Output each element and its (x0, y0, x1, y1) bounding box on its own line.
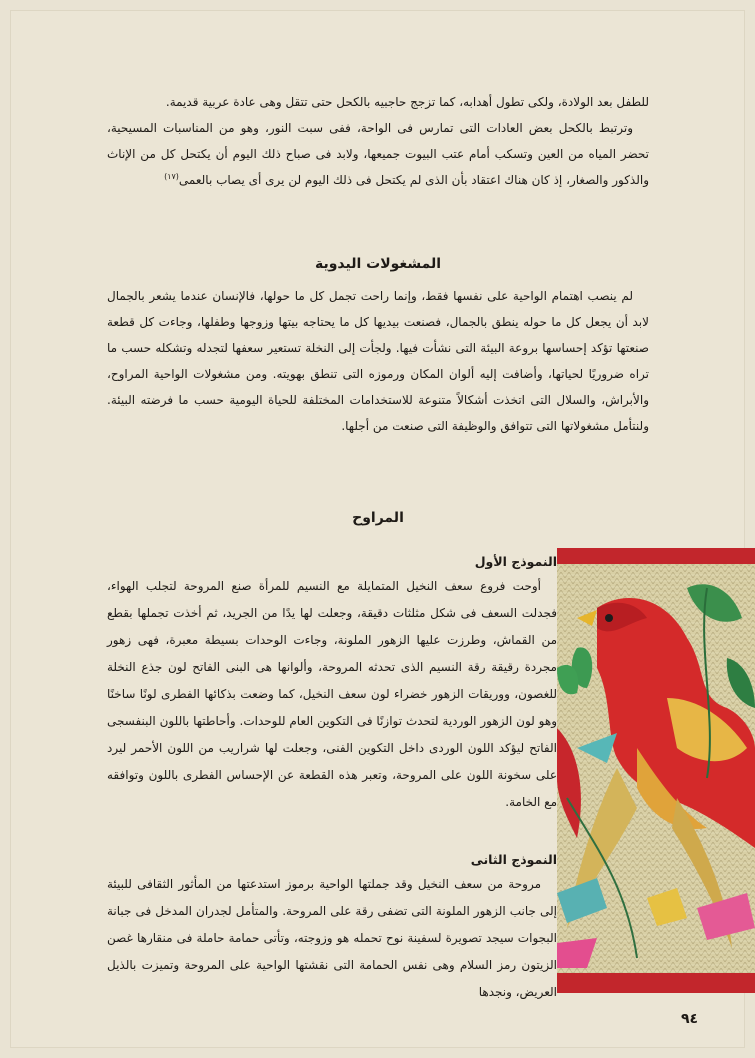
section-heading-fans: المراوح (352, 510, 404, 526)
book-page (10, 10, 745, 1048)
handicrafts-paragraph: لم ينصب اهتمام الواحية على نفسها فقط، وإنما راحت تجمل كل ما حولها، فالإنسان عندما يشعر بالجمال لابد أن يجعل كل ما حوله ينطق بالجمال، فصنعت بيديها كل ما يحتاجه بيتها وزوجها وطفلها، وجاءت كل قطعة صنعتها تؤكد إحساسها بروعة البيئة التى نشأت فيها. ولجأت إلى النخلة تستعير سعفها لتجدله وتشكله حسب ما تراه ضروريًا لحياتها، وأضافت إليه ألوان المكان ورموزه التى تنطق بهويته. ومن مشغولات الواحية المراوح، والأبراش، والسلال التى اتخذت أشكالاً متنوعة للاستخدامات المختلفة للحياة اليومية حسب ما فرضته البيئة. ولنتأمل مشغولاتها التى تتوافق والوظيفة التى صنعت من أجلها. (107, 289, 649, 433)
handicrafts-text (107, 283, 649, 439)
model-2-paragraph: مروحة من سعف النخيل وقد جملتها الواحية برموز استدعتها من المأثور الثقافى للبيئة إلى جانب الزهور الملونة التى تضفى رقة على المروحة. والمتأمل لجدران المدخل فى جبانة البجوات سيجد تصويرة لسفينة نوح تحمله هو وزوجته، وتأتى حمامة حاملة فى منقارها غصن الزيتون رمز السلام وهى نفس الحمامة التى نقشتها الواحية على المروحة وتميزت بالذيل العريض، ونجدها (107, 877, 557, 999)
intro-paragraph-1: للطفل بعد الولادة، ولكى تطول أهدابه، كما تزجج حاجبيه بالكحل حتى تتقل وهى عادة عربية قديمة. (165, 95, 649, 109)
footnote-ref: (١٧) (164, 172, 179, 181)
subheading-model-2: النموذج الثانى (470, 852, 557, 867)
intro-paragraph-2-text: وترتبط بالكحل بعض العادات التى تمارس فى الواحة، ففى سبت النور، وهو من المناسبات المسيحية، تحضر المياه من العين وتسكب أمام عتب البيوت جميعها، ولابد فى صباح ذلك اليوم أن يكتحل كل من الإناث والذكور والصغار، إذ كان هناك اعتقاد بأن الذى لم يكتحل فى ذلك اليوم لن يرى أى يصاب بالعمى (107, 121, 649, 187)
embroidered-bird-image (557, 548, 755, 993)
model-1-paragraph: أوحت فروع سعف النخيل المتمايلة مع النسيم للمرأة صنع المروحة لتجلب الهواء، فجدلت السعف فى شكل مثلثات دقيقة، وجعلت لها يدًا من الجريد، ثم أخذت تجملها بقطع من القماش، وطرزت عليها الزهور الملونة، وجاءت الوحدات بسيطة معبرة، فهى زهور مجردة رقيقة رقة النسيم الذى تحدثه المروحة، وألوانها هى البنى الفاتح لون جذع النخلة للغصون، ووريقات الزهور خضراء لون سعف النخيل، كما وضعت بذكائها الفطرى لونًا ساخنًا وهو لون الزهور الوردية لتحدث توازنًا فى التكوين العام للوحدات. وأحاطتها باللون البنفسجى الفاتح ليؤكد اللون الوردى داخل التكوين الفنى، وجعلت لها شراريب من اللون الأحمر ليرد على سخونة اللون على المروحة، وتعبر هذه القطعة عن الإحساس الفطرى باللون وتوافقه مع الخامة. (107, 579, 557, 809)
page-number: ٩٤ (681, 1011, 699, 1027)
embroidered-fan-photo (557, 548, 755, 993)
intro-paragraph-2 (107, 115, 649, 193)
subheading-model-1: النموذج الأول (474, 554, 557, 569)
section-heading-handicrafts: المشغولات اليدوية (314, 256, 442, 272)
model-2-text (107, 871, 557, 1006)
model-1-text (107, 573, 557, 816)
intro-text (107, 89, 649, 193)
